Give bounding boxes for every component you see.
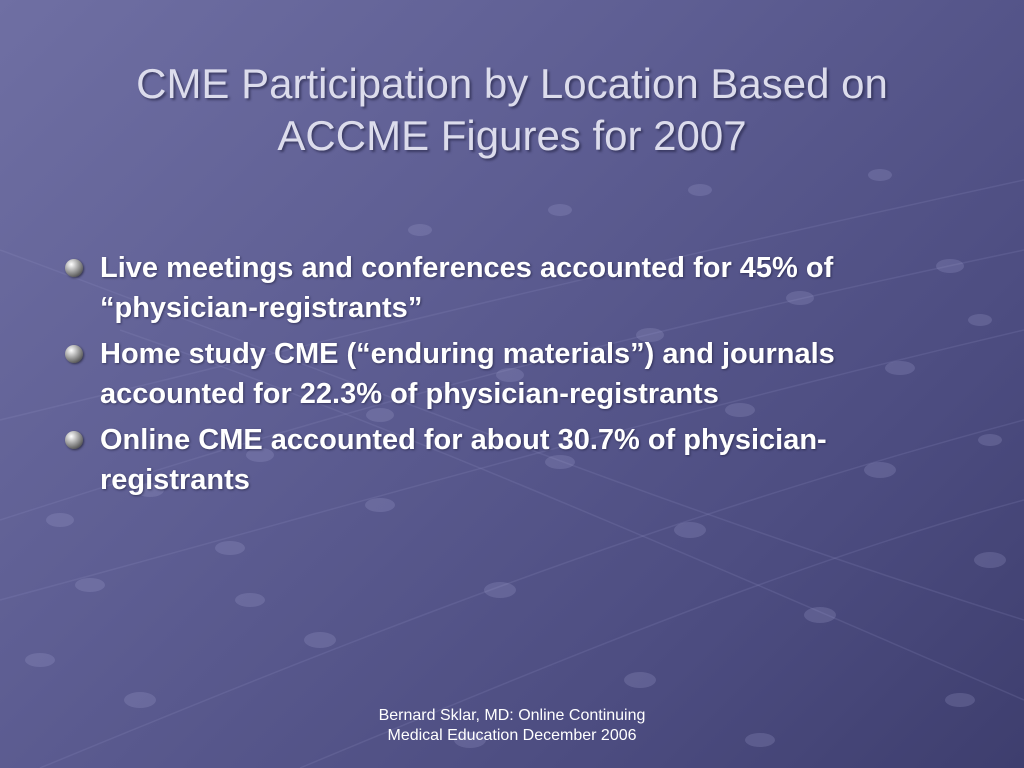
bullet-item <box>62 420 962 500</box>
slide-footer <box>312 706 712 746</box>
slide-title-line: CME Participation by Location Based on <box>136 60 888 107</box>
footer-line: Medical Education December 2006 <box>387 727 637 744</box>
slide-title-line: ACCME Figures for 2007 <box>277 112 747 159</box>
sphere-bullet-icon <box>65 259 83 277</box>
footer-line: Bernard Sklar, MD: Online Continuing <box>378 707 646 724</box>
bullet-item <box>62 248 962 328</box>
bullet-item <box>62 334 962 414</box>
bullet-list <box>62 248 962 506</box>
slide-title <box>62 58 962 162</box>
sphere-bullet-icon <box>65 345 83 363</box>
bullet-text: Online CME accounted for about 30.7% of physician-registrants <box>100 424 827 496</box>
bullet-text: Live meetings and conferences accounted for 45% of “physician-registrants” <box>100 252 834 324</box>
bullet-text: Home study CME (“enduring materials”) and journals accounted for 22.3% of physician-registrants <box>100 338 835 410</box>
sphere-bullet-icon <box>65 431 83 449</box>
